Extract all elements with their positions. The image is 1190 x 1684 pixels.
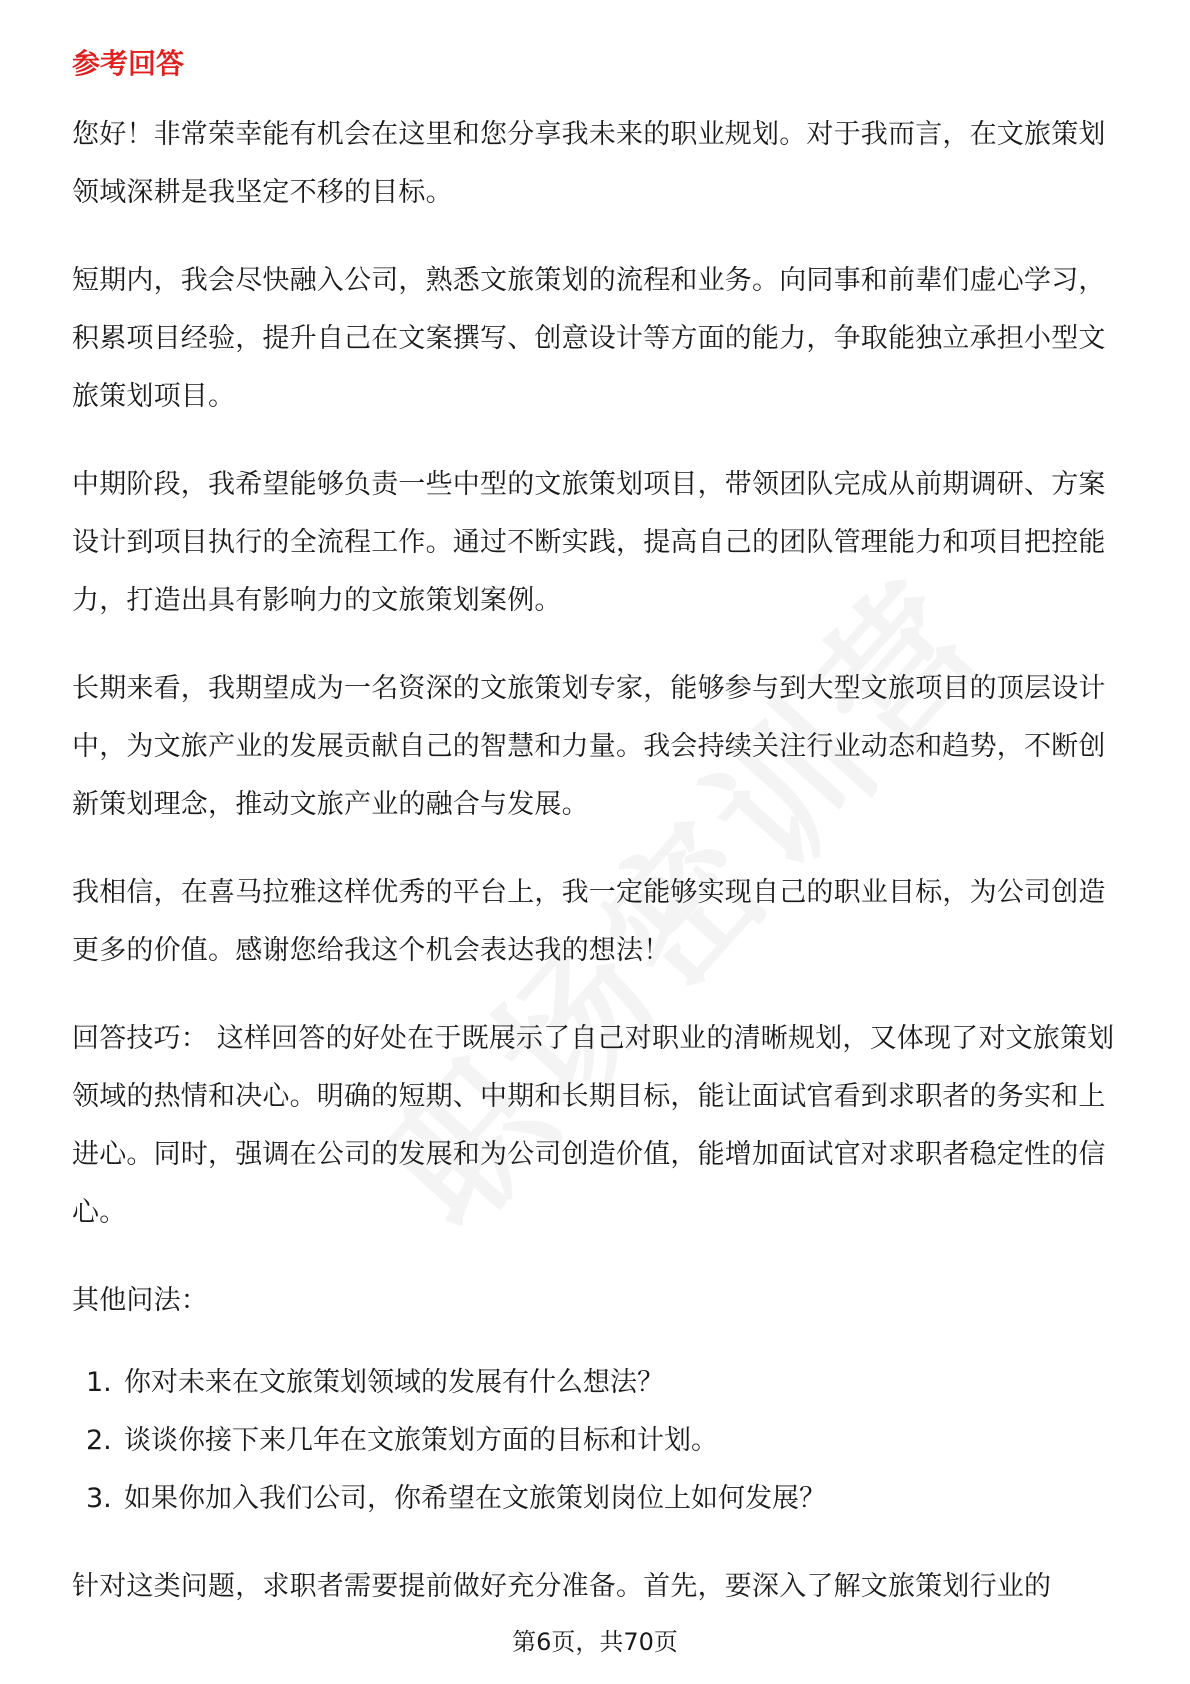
other-questions-list bbox=[72, 1354, 1122, 1528]
list-item bbox=[72, 1470, 1122, 1528]
paragraph-preparation: 针对这类问题，求职者需要提前做好充分准备。首先，要深入了解文旅策划行业的 bbox=[72, 1571, 1052, 1602]
paragraph-long-term: 长期来看，我期望成为一名资深的文旅策划专家，能够参与到大型文旅项目的顶层设计中，为文旅产业的发展贡献自己的智慧和力量。我会持续关注行业动态和趋势，不断创新策划理念，推动文旅产业的融合与发展。 bbox=[72, 673, 1106, 820]
list-item bbox=[72, 1412, 1122, 1470]
paragraph-closing: 我相信，在喜马拉雅这样优秀的平台上，我一定能够实现自己的职业目标，为公司创造更多的价值。感谢您给我这个机会表达我的想法！ bbox=[72, 877, 1106, 966]
list-item-text: 你对未来在文旅策划领域的发展有什么想法？ bbox=[124, 1367, 664, 1398]
list-item-number: 1. bbox=[86, 1367, 112, 1398]
page-number-footer: 第6页，共70页 bbox=[512, 1628, 678, 1656]
list-item-number: 3. bbox=[86, 1483, 112, 1514]
paragraph-greeting: 您好！非常荣幸能有机会在这里和您分享我未来的职业规划。对于我而言，在文旅策划领域深耕是我坚定不移的目标。 bbox=[72, 119, 1106, 208]
list-item bbox=[72, 1354, 1122, 1412]
list-item-text: 如果你加入我们公司，你希望在文旅策划岗位上如何发展？ bbox=[124, 1483, 826, 1514]
list-item-text: 谈谈你接下来几年在文旅策划方面的目标和计划。 bbox=[124, 1425, 718, 1456]
paragraph-mid-term: 中期阶段，我希望能够负责一些中型的文旅策划项目，带领团队完成从前期调研、方案设计到项目执行的全流程工作。通过不断实践，提高自己的团队管理能力和项目把控能力，打造出具有影响力的文旅策划案例。 bbox=[72, 469, 1106, 616]
page-content bbox=[72, 44, 1122, 1646]
list-item-number: 2. bbox=[86, 1425, 112, 1456]
paragraph-short-term: 短期内，我会尽快融入公司，熟悉文旅策划的流程和业务。向同事和前辈们虚心学习，积累项目经验，提升自己在文案撰写、创意设计等方面的能力，争取能独立承担小型文旅策划项目。 bbox=[72, 265, 1106, 412]
paragraph-other-questions-heading: 其他问法： bbox=[72, 1285, 208, 1316]
section-title: 参考回答 bbox=[72, 47, 185, 80]
paragraph-answer-tips: 回答技巧： 这样回答的好处在于既展示了自己对职业的清晰规划，又体现了对文旅策划领域的热情和决心。明确的短期、中期和长期目标，能让面试官看到求职者的务实和上进心。同时，强调在公司的发展和为公司创造价值，能增加面试官对求职者稳定性的信心。 bbox=[72, 1023, 1115, 1228]
